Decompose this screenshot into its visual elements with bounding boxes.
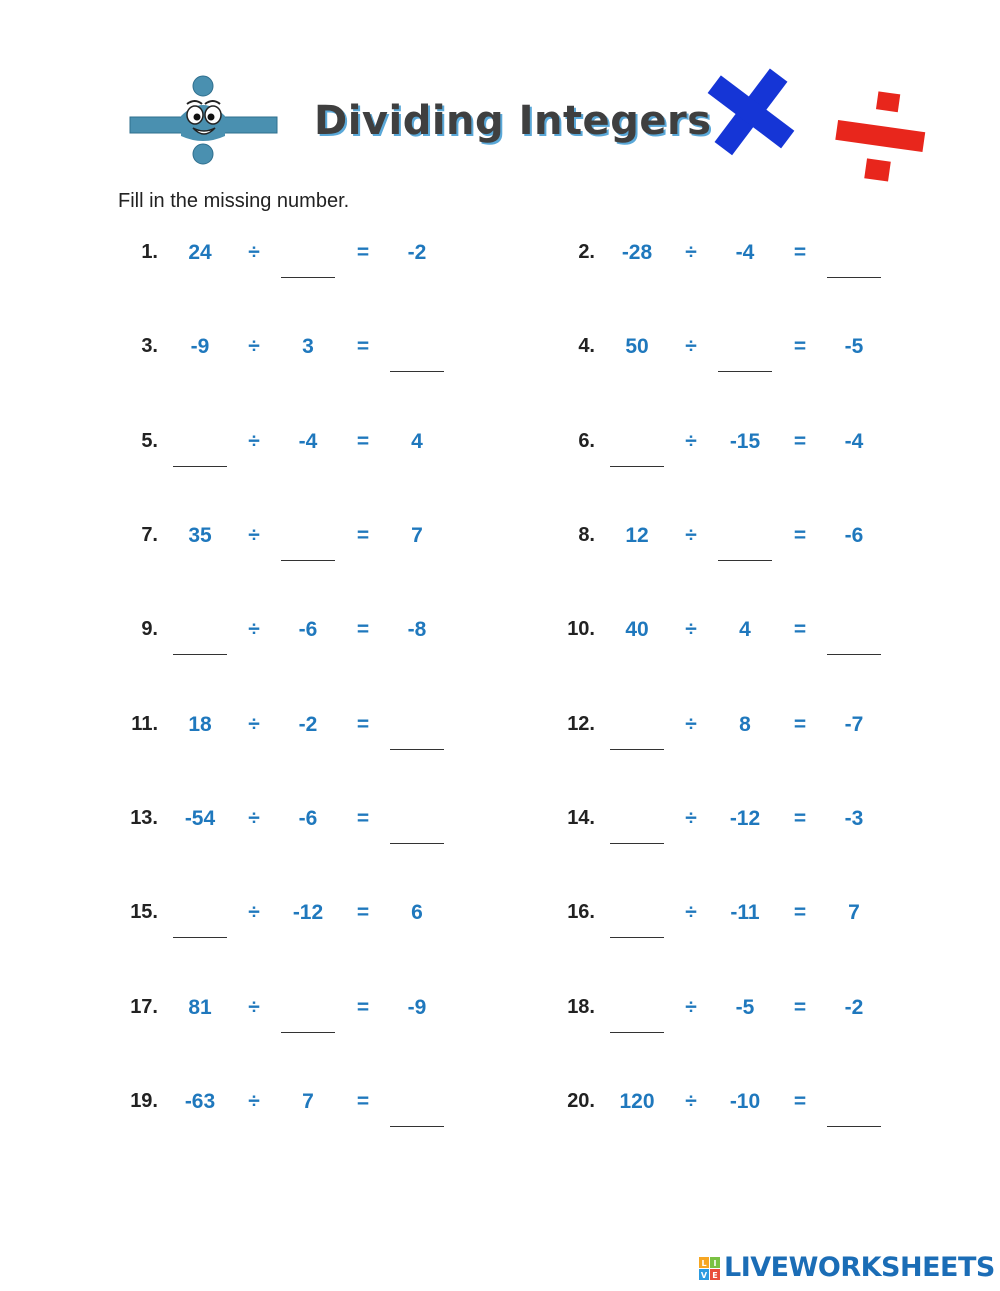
problem-item xyxy=(118,241,558,301)
dividend-value: 81 xyxy=(188,996,212,1019)
problem-item xyxy=(118,996,558,1056)
divide-symbol: ÷ xyxy=(685,996,697,1019)
problem-item xyxy=(555,807,995,867)
answer-blank[interactable] xyxy=(610,749,664,750)
problem-number: 4. xyxy=(578,335,595,357)
divisor-value: 3 xyxy=(302,335,314,358)
problem-number: 1. xyxy=(141,241,158,263)
answer-blank[interactable] xyxy=(610,937,664,938)
equals-symbol: = xyxy=(793,335,807,358)
equals-symbol: = xyxy=(356,901,370,924)
answer-blank[interactable] xyxy=(173,466,227,467)
answer-blank[interactable] xyxy=(827,1126,881,1127)
problem-item xyxy=(555,713,995,773)
divisor-value: -10 xyxy=(729,1090,761,1113)
problem-item xyxy=(555,618,995,678)
equals-symbol: = xyxy=(793,241,807,264)
division-mascot-icon xyxy=(125,72,280,167)
dividend-value: 18 xyxy=(188,713,212,736)
divisor-value: -12 xyxy=(729,807,761,830)
equals-symbol: = xyxy=(356,713,370,736)
quotient-value: 7 xyxy=(848,901,860,924)
divisor-value: 7 xyxy=(302,1090,314,1113)
answer-blank[interactable] xyxy=(390,371,444,372)
equals-symbol: = xyxy=(356,430,370,453)
problem-item xyxy=(555,524,995,584)
dividend-value: 40 xyxy=(625,618,649,641)
problem-item xyxy=(118,335,558,395)
divide-symbol: ÷ xyxy=(248,1090,260,1113)
divide-symbol: ÷ xyxy=(248,524,260,547)
dividend-value: 35 xyxy=(188,524,212,547)
divide-symbol: ÷ xyxy=(248,241,260,264)
quotient-value: -9 xyxy=(407,996,427,1019)
dividend-value: 120 xyxy=(619,1090,655,1113)
equals-symbol: = xyxy=(793,524,807,547)
dividend-value: -9 xyxy=(190,335,210,358)
equals-symbol: = xyxy=(793,430,807,453)
problem-item xyxy=(555,335,995,395)
quotient-value: -7 xyxy=(844,713,864,736)
answer-blank[interactable] xyxy=(390,749,444,750)
answer-blank[interactable] xyxy=(827,654,881,655)
page-title: Dividing Integers xyxy=(314,98,712,144)
equals-symbol: = xyxy=(356,241,370,264)
problem-number: 13. xyxy=(130,807,158,829)
divisor-value: -6 xyxy=(298,807,318,830)
answer-blank[interactable] xyxy=(173,654,227,655)
divide-symbol: ÷ xyxy=(248,335,260,358)
answer-blank[interactable] xyxy=(610,466,664,467)
answer-blank[interactable] xyxy=(281,560,335,561)
quotient-value: -6 xyxy=(844,524,864,547)
problem-number: 12. xyxy=(567,713,595,735)
dividend-value: -54 xyxy=(184,807,216,830)
liveworksheets-logo-icon xyxy=(698,1256,722,1282)
quotient-value: 4 xyxy=(411,430,423,453)
answer-blank[interactable] xyxy=(173,937,227,938)
problem-item xyxy=(555,901,995,961)
problem-number: 10. xyxy=(567,618,595,640)
problem-item xyxy=(118,524,558,584)
equals-symbol: = xyxy=(356,1090,370,1113)
equals-symbol: = xyxy=(793,1090,807,1113)
answer-blank[interactable] xyxy=(610,1032,664,1033)
problem-number: 16. xyxy=(567,901,595,923)
problem-number: 15. xyxy=(130,901,158,923)
divide-symbol: ÷ xyxy=(685,1090,697,1113)
problem-number: 20. xyxy=(567,1090,595,1112)
divide-symbol: ÷ xyxy=(685,618,697,641)
quotient-value: -2 xyxy=(407,241,427,264)
problem-number: 7. xyxy=(141,524,158,546)
quotient-value: -2 xyxy=(844,996,864,1019)
divide-symbol: ÷ xyxy=(685,524,697,547)
divisor-value: -4 xyxy=(298,430,318,453)
answer-blank[interactable] xyxy=(827,277,881,278)
answer-blank[interactable] xyxy=(390,1126,444,1127)
svg-text:L: L xyxy=(701,1259,707,1268)
divisor-value: -11 xyxy=(730,901,760,924)
divide-symbol: ÷ xyxy=(248,713,260,736)
divide-symbol: ÷ xyxy=(685,713,697,736)
problem-item xyxy=(555,241,995,301)
problem-number: 9. xyxy=(141,618,158,640)
dividend-value: -28 xyxy=(621,241,653,264)
divide-symbol: ÷ xyxy=(685,430,697,453)
problem-number: 14. xyxy=(567,807,595,829)
equals-symbol: = xyxy=(793,807,807,830)
problem-number: 19. xyxy=(130,1090,158,1112)
divide-symbol: ÷ xyxy=(248,807,260,830)
problem-item xyxy=(555,1090,995,1150)
answer-blank[interactable] xyxy=(390,843,444,844)
equals-symbol: = xyxy=(356,807,370,830)
liveworksheets-brand: LIVEWORKSHEETS xyxy=(724,1252,995,1283)
dividend-value: 50 xyxy=(625,335,649,358)
divisor-value: 8 xyxy=(739,713,751,736)
equals-symbol: = xyxy=(356,335,370,358)
divisor-value: -6 xyxy=(298,618,318,641)
divide-symbol: ÷ xyxy=(248,618,260,641)
divisor-value: -2 xyxy=(298,713,318,736)
quotient-value: 7 xyxy=(411,524,423,547)
divide-symbol: ÷ xyxy=(685,335,697,358)
quotient-value: -4 xyxy=(844,430,864,453)
answer-blank[interactable] xyxy=(281,1032,335,1033)
problem-number: 17. xyxy=(130,996,158,1018)
quotient-value: -3 xyxy=(844,807,864,830)
problem-number: 18. xyxy=(567,996,595,1018)
equals-symbol: = xyxy=(793,618,807,641)
problem-item xyxy=(118,1090,558,1150)
problem-item xyxy=(118,713,558,773)
divide-symbol: ÷ xyxy=(685,901,697,924)
quotient-value: 6 xyxy=(411,901,423,924)
divisor-value: -4 xyxy=(735,241,755,264)
svg-text:E: E xyxy=(712,1271,718,1280)
problem-number: 3. xyxy=(141,335,158,357)
equals-symbol: = xyxy=(793,996,807,1019)
problem-number: 11. xyxy=(131,713,158,735)
problem-number: 6. xyxy=(578,430,595,452)
instruction-text: Fill in the missing number. xyxy=(118,190,350,212)
problem-item xyxy=(118,901,558,961)
divide-sign-icon xyxy=(830,88,930,188)
quotient-value: -5 xyxy=(844,335,864,358)
answer-blank[interactable] xyxy=(718,371,772,372)
equals-symbol: = xyxy=(356,524,370,547)
answer-blank[interactable] xyxy=(281,277,335,278)
problem-item xyxy=(555,996,995,1056)
divide-symbol: ÷ xyxy=(685,241,697,264)
divide-symbol: ÷ xyxy=(685,807,697,830)
divide-symbol: ÷ xyxy=(248,996,260,1019)
multiply-sign-icon xyxy=(700,62,800,162)
equals-symbol: = xyxy=(793,901,807,924)
problem-number: 2. xyxy=(578,241,595,263)
svg-text:V: V xyxy=(700,1271,708,1280)
problem-number: 8. xyxy=(578,524,595,546)
equals-symbol: = xyxy=(356,996,370,1019)
equals-symbol: = xyxy=(356,618,370,641)
problem-number: 5. xyxy=(141,430,158,452)
divisor-value: -12 xyxy=(292,901,324,924)
answer-blank[interactable] xyxy=(718,560,772,561)
svg-text:I: I xyxy=(713,1259,717,1268)
dividend-value: -63 xyxy=(184,1090,216,1113)
dividend-value: 12 xyxy=(625,524,649,547)
divisor-value: 4 xyxy=(739,618,751,641)
divisor-value: -5 xyxy=(735,996,755,1019)
quotient-value: -8 xyxy=(407,618,427,641)
problem-item xyxy=(118,807,558,867)
problem-item xyxy=(555,430,995,490)
problem-item xyxy=(118,430,558,490)
divide-symbol: ÷ xyxy=(248,430,260,453)
problem-item xyxy=(118,618,558,678)
divisor-value: -15 xyxy=(729,430,761,453)
divide-symbol: ÷ xyxy=(248,901,260,924)
answer-blank[interactable] xyxy=(610,843,664,844)
dividend-value: 24 xyxy=(188,241,212,264)
equals-symbol: = xyxy=(793,713,807,736)
